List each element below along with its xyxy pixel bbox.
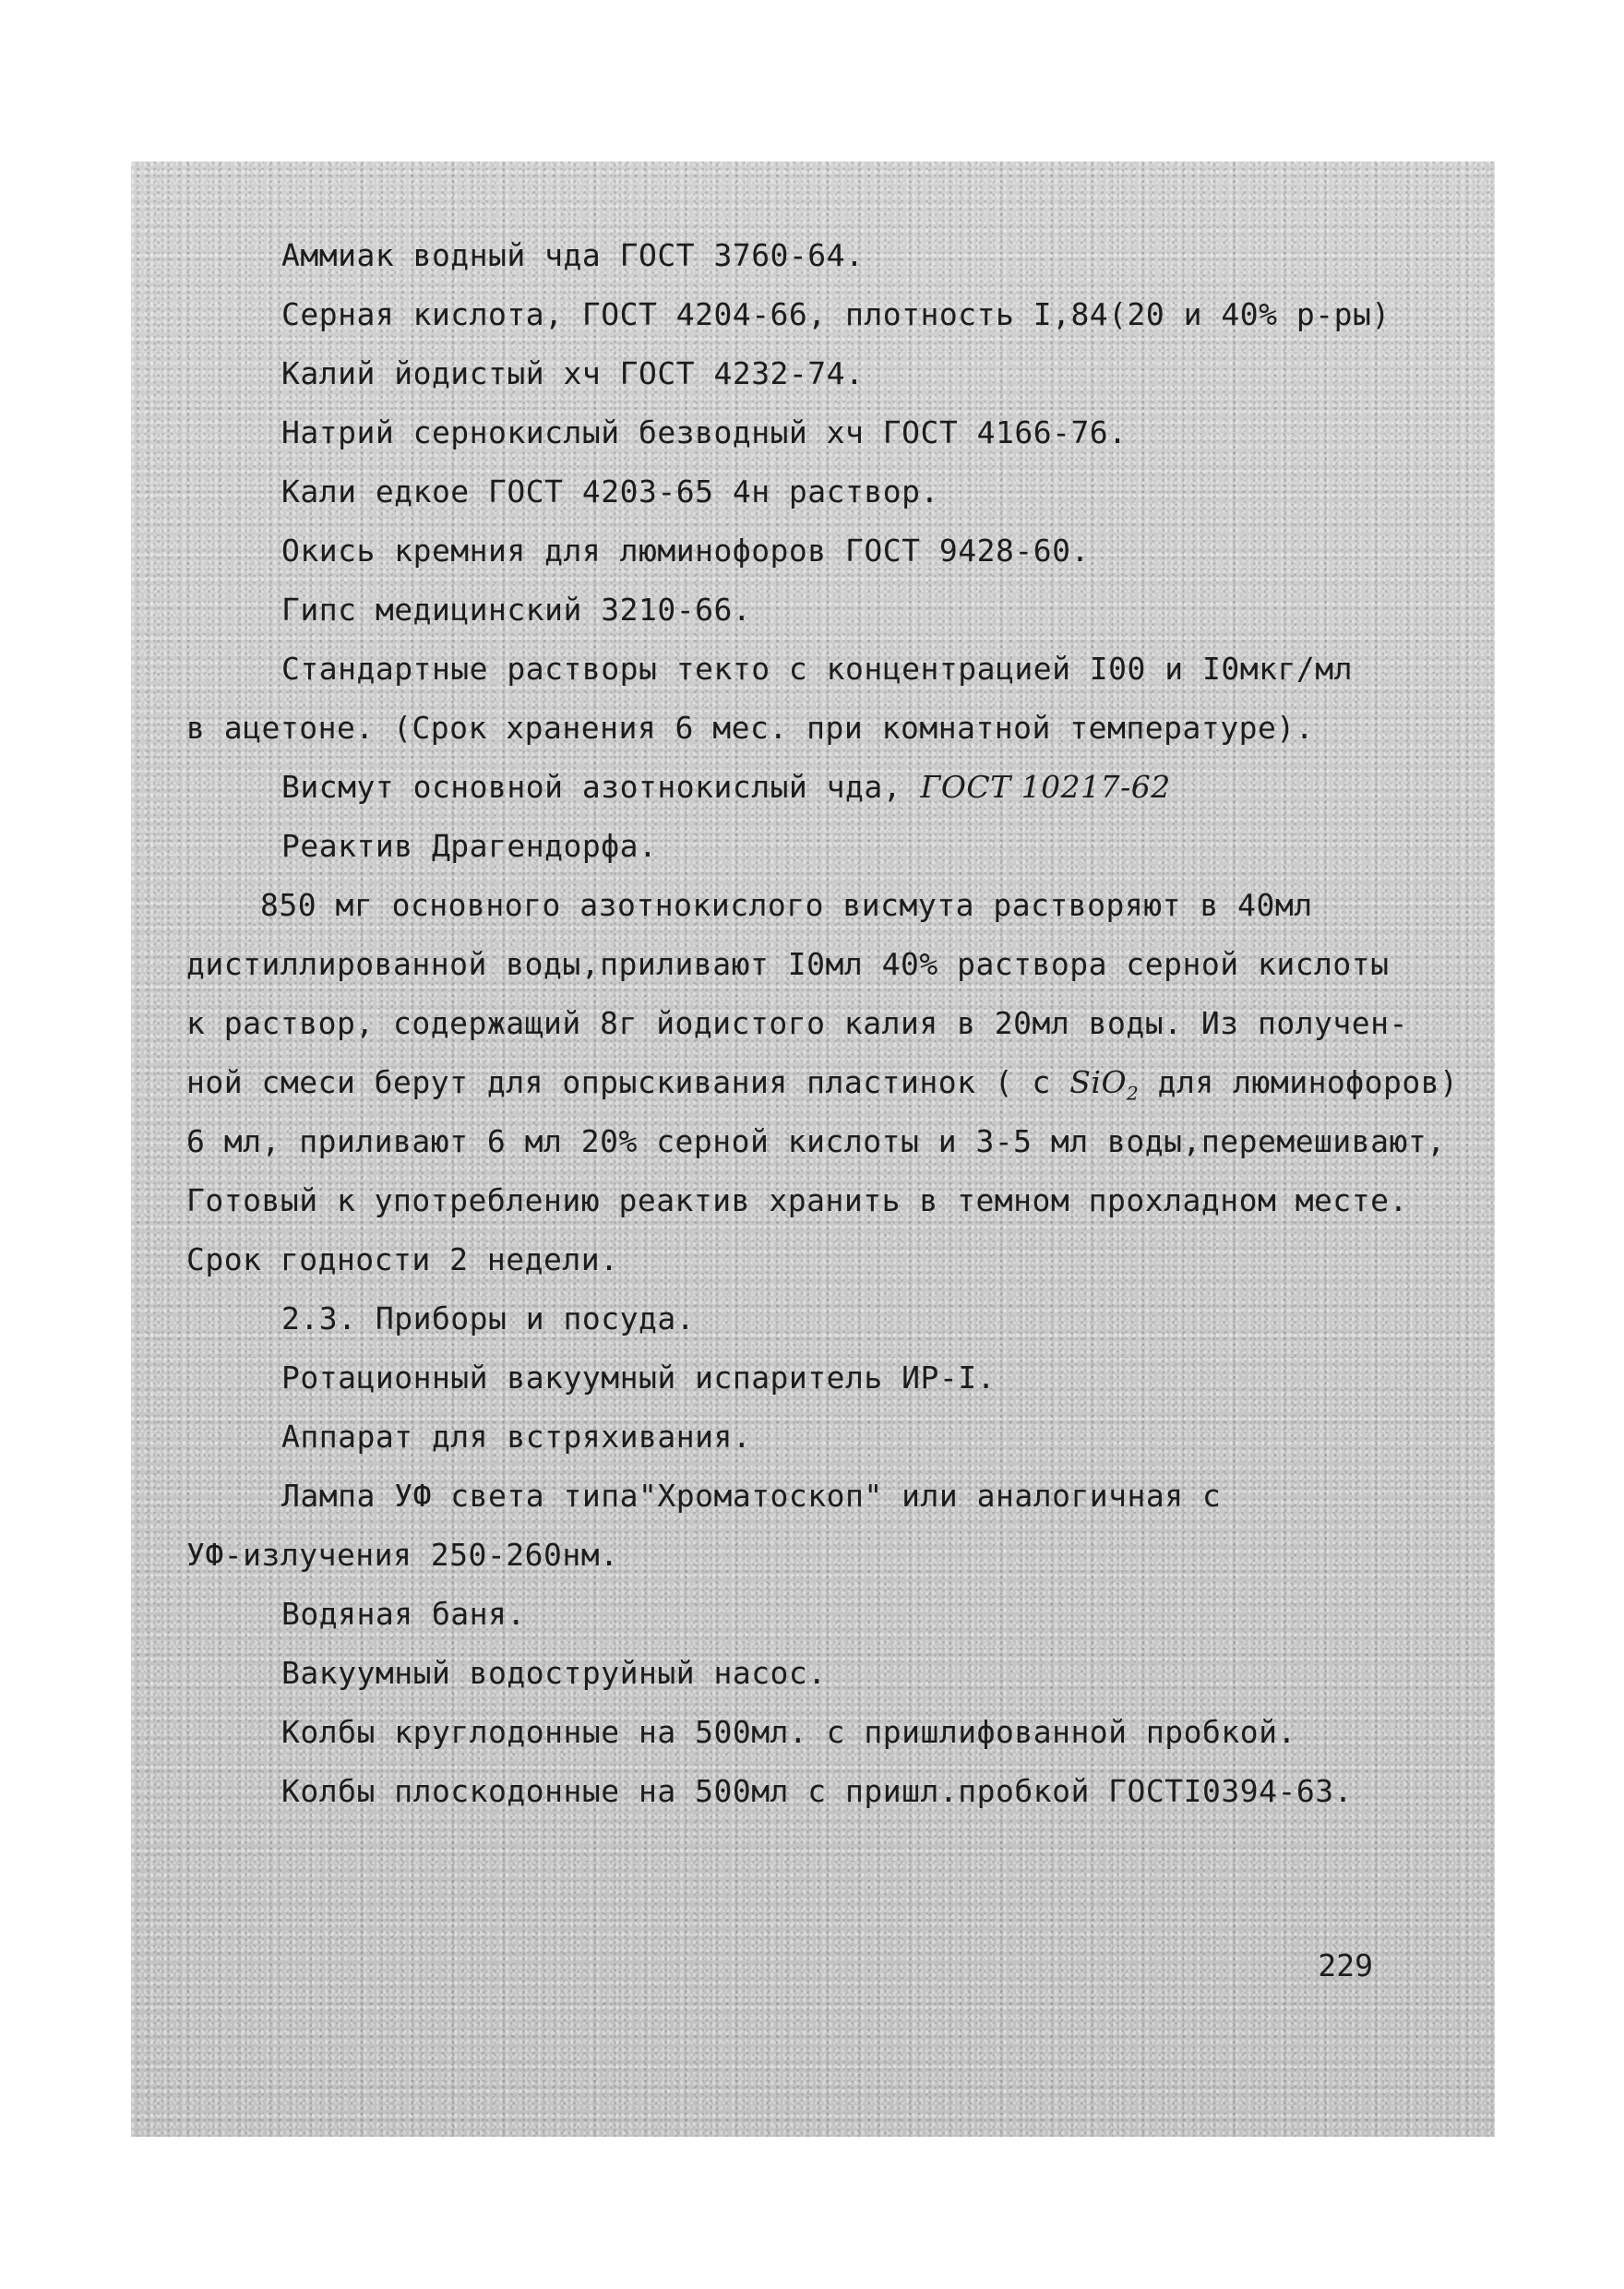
- document-body: [131, 162, 1495, 2137]
- handwritten-sio-subscript: 2: [1127, 1082, 1140, 1105]
- text-line: дистиллированной воды,приливают I0мл 40% раствора серной кислоты: [186, 946, 1390, 982]
- text-line: 850 мг основного азотнокислого висмута растворяют в 40мл: [260, 887, 1313, 923]
- text-line: Серная кислота, ГОСТ 4204-66, плотность I,84(20 и 40% р-ры): [281, 296, 1391, 332]
- text-line: Аммиак водный чда ГОСТ 3760-64.: [281, 237, 865, 273]
- text-segment: Висмут основной азотнокислый чда,: [281, 769, 902, 805]
- text-line: [186, 1064, 1459, 1105]
- text-line: 6 мл, приливают 6 мл 20% серной кислоты и 3-5 мл воды,перемешивают,: [186, 1123, 1446, 1159]
- text-line: Окись кремния для люминофоров ГОСТ 9428-60.: [281, 533, 1090, 569]
- text-line: Кали едкое ГОСТ 4203-65 4н раствор.: [281, 473, 939, 509]
- text-line: Колбы плоскодонные на 500мл с пришл.пробкой ГОСТI0394-63.: [281, 1773, 1353, 1809]
- text-line: Водяная баня.: [281, 1596, 526, 1632]
- text-line: в ацетоне. (Срок хранения 6 мес. при комнатной температуре).: [186, 710, 1315, 746]
- text-line: Лампа УФ света типа"Хроматоскоп" или аналогичная с: [281, 1478, 1222, 1514]
- page-number: 229: [1318, 1947, 1373, 1983]
- text-line: Калий йодистый хч ГОСТ 4232-74.: [281, 355, 865, 391]
- text-line: Гипс медицинский 3210-66.: [281, 592, 752, 628]
- section-heading: 2.3. Приборы и посуда.: [281, 1300, 696, 1336]
- text-line: УФ-излучения 250-260нм.: [186, 1537, 619, 1573]
- text-line: Срок годности 2 недели.: [186, 1241, 619, 1277]
- text-line: к раствор, содержащий 8г йодистого калия в 20мл воды. Из получен-: [186, 1005, 1408, 1041]
- scanned-page: [131, 162, 1495, 2137]
- text-line: [281, 769, 1171, 805]
- text-line: Вакуумный водоструйный насос.: [281, 1655, 827, 1691]
- text-line: Реактив Драгендорфа.: [281, 828, 658, 864]
- text-line: Аппарат для встряхивания.: [281, 1419, 752, 1455]
- text-segment: ной смеси берут для опрыскивания пластинок ( с: [186, 1064, 1051, 1100]
- text-line: Ротационный вакуумный испаритель ИР-I.: [281, 1360, 996, 1396]
- text-line: Колбы круглодонные на 500мл. с пришлифованной пробкой.: [281, 1714, 1296, 1750]
- text-segment: для люминофоров): [1157, 1064, 1459, 1100]
- text-line: Стандартные растворы текто с концентрацией I00 и I0мкг/мл: [281, 651, 1353, 687]
- text-line: Натрий сернокислый безводный хч ГОСТ 4166-76.: [281, 414, 1128, 450]
- text-line: Готовый к употреблению реактив хранить в темном прохладном месте.: [186, 1182, 1408, 1218]
- handwritten-sio: SiO: [1069, 1064, 1128, 1100]
- handwritten-gost: ГОСТ 10217-62: [920, 769, 1171, 805]
